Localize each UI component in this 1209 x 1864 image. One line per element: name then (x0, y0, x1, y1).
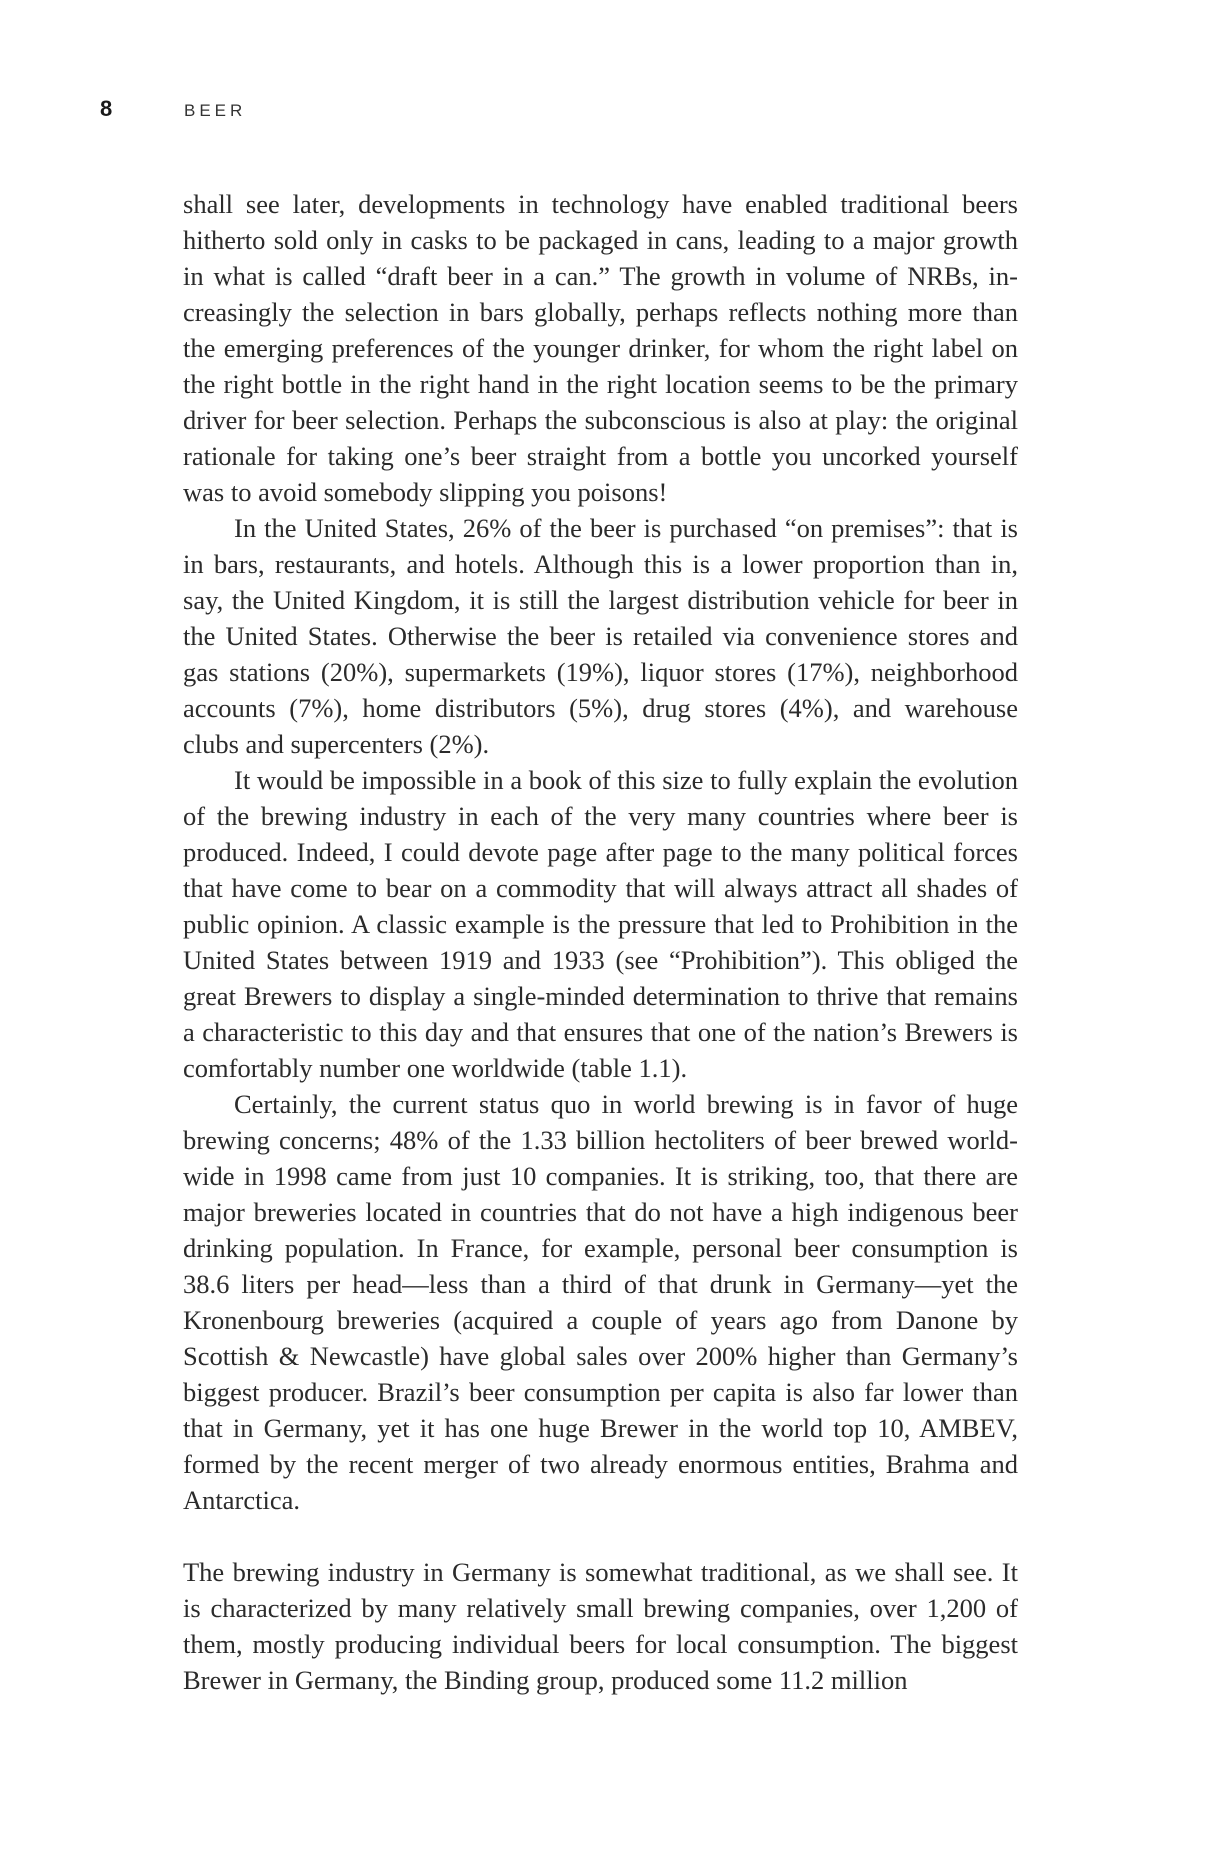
running-head (100, 96, 246, 122)
paragraph-germany: The brewing industry in Germany is somewhat traditional, as we shall see. It is characterized by many relatively small brewing companies, over 1,200 of them, mostly producing individual beers for local consumption. The biggest Brewer in Germany, the Binding group, produced some 11.2 million (183, 1557, 1018, 1695)
paragraph-us-distribution: In the United States, 26% of the beer is purchased “on premises”: that is in bars, restaurants, and hotels. Although this is a lower proportion than in, say, the United Kingdom, it is still the largest distribution vehicle for beer in the United States. Otherwise the beer is retailed via convenience stores and gas stations (20%), supermarkets (19%), liquor stores (17%), neighborhood accounts (7%), home distributors (5%), drug stores (4%), and warehouse clubs and supercenters (2%). (183, 513, 1018, 759)
running-title: BEER (184, 101, 247, 120)
paragraph-industry-evolution: It would be impossible in a book of this size to fully explain the evolution of the brewing industry in each of the very many countries where beer is produced. Indeed, I could devote page after page to the many political forces that have come to bear on a commodity that will always attract all shades of public opinion. A classic example is the pressure that led to Prohibition in the United States between 1919 and 1933 (see “Prohibition”). This obliged the great Brewers to display a single-minded determination to thrive that remains a characteristic to this day and that ensures that one of the nation’s Brewers is comfortably number one worldwide (table 1.1). (183, 765, 1018, 1083)
body-text (183, 186, 1018, 1698)
paragraph-world-brewing: Certainly, the current status quo in world brewing is in favor of huge brewing concerns; 48% of the 1.33 billion hectoliters of beer brewed worldwide in 1998 came from just 10 companies. It is striking, too, that there are major breweries located in countries that do not have a high indigenous beer drinking population. In France, for example, personal beer consumption is 38.6 liters per head—less than a third of that drunk in Germany—yet the Kronenbourg breweries (acquired a couple of years ago from Danone by Scottish & Newcastle) have global sales over 200% higher than Germany’s biggest producer. Brazil’s beer consumption per capita is also far lower than that in Germany, yet it has one huge Brewer in the world top 10, AMBEV, formed by the recent merger of two already enormous entities, Brahma and Antarctica. (183, 1089, 1018, 1515)
page-number: 8 (100, 96, 113, 121)
paragraph-continued: shall see later, developments in technology have enabled traditional beers hitherto sold only in casks to be packaged in cans, leading to a major growth in what is called “draft beer in a can.” The growth in volume of NRBs, increasingly the selection in bars globally, perhaps reflects nothing more than the emerging preferences of the younger drinker, for whom the right label on the right bottle in the right hand in the right location seems to be the primary driver for beer selection. Perhaps the subconscious is also at play: the original rationale for taking one’s beer straight from a bottle you uncorked yourself was to avoid somebody slipping you poisons! (183, 189, 1018, 507)
